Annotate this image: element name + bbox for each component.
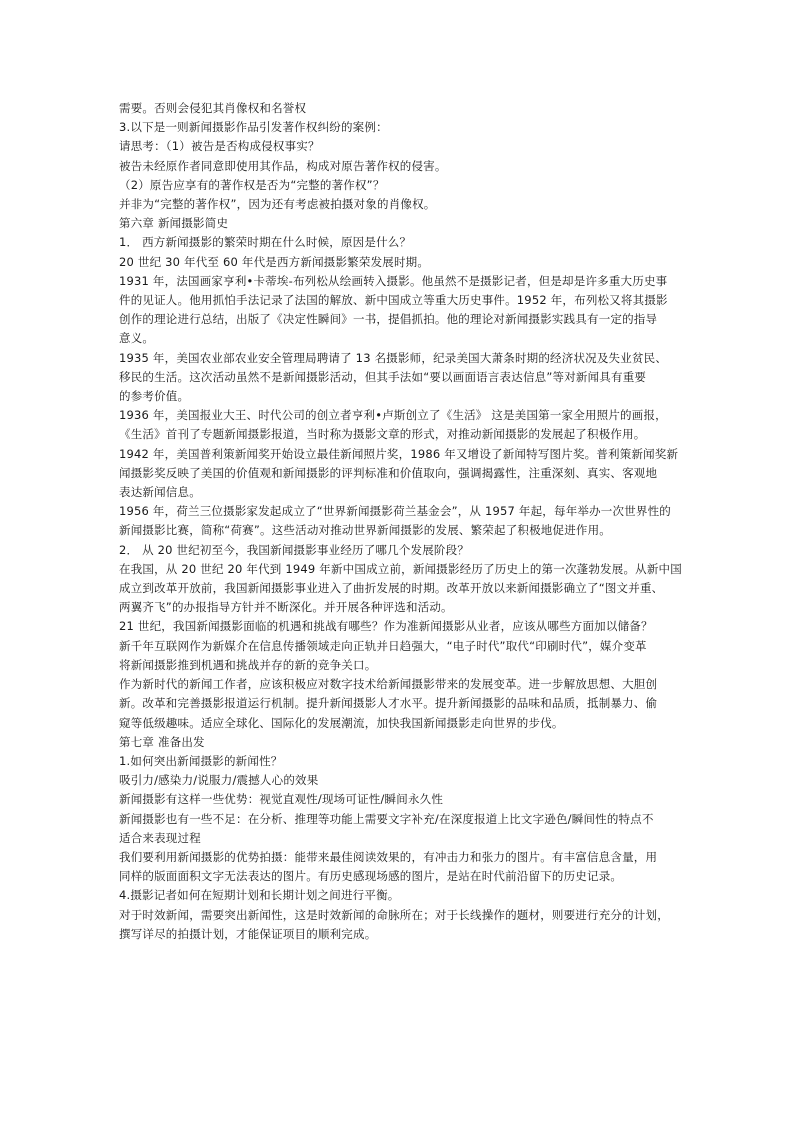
text-line: 作为新时代的新闻工作者，应该积极应对数字技术给新闻摄影带来的发展变革。进一步解放思想、大胆创 bbox=[119, 677, 658, 692]
text-line: 21 世纪，我国新闻摄影面临的机遇和挑战有哪些？作为准新闻摄影从业者，应该从哪些方面加以储备？ bbox=[119, 619, 653, 634]
text-line: （2）原告应享有的著作权是否为“完整的著作权”？ bbox=[119, 177, 385, 192]
text-line: 第七章 准备出发 bbox=[119, 734, 205, 749]
text-line: 3.以下是一则新闻摄影作品引发著作权纠纷的案例： bbox=[119, 120, 388, 135]
text-line: 我们要利用新闻摄影的优势拍摄：能带来最佳阅读效果的，有冲击力和张力的图片。有丰富信息含量，用 bbox=[119, 849, 658, 864]
text-line: 对于时效新闻，需要突出新闻性，这是时效新闻的命脉所在；对于长线操作的题材，则要进行充分的计划， bbox=[119, 907, 669, 922]
text-line: 移民的生活。这次活动虽然不是新闻摄影活动，但其手法如“要以画面语言表达信息”等对新闻具有重要 bbox=[119, 369, 647, 384]
text-line: 并非为“完整的著作权”，因为还有考虑被拍摄对象的肖像权。 bbox=[119, 197, 436, 212]
text-line: 1.如何突出新闻摄影的新闻性？ bbox=[119, 753, 283, 768]
text-line: 撰写详尽的拍摄计划，才能保证项目的顺利完成。 bbox=[119, 926, 377, 941]
text-line: 件的见证人。他用抓怕手法记录了法国的解放、新中国成立等重大历史事件。1952 年，布列松又将其摄影 bbox=[119, 293, 668, 308]
text-line: 成立到改革开放前，我国新闻摄影事业进入了曲折发展的时期。改革开放以来新闻摄影确立了“图文并重、 bbox=[119, 581, 664, 596]
text-line: 1931 年，法国画家亨利•卡蒂埃-布列松从绘画转入摄影。他虽然不是摄影记者，但是却是许多重大历史事 bbox=[119, 273, 668, 288]
text-line: 在我国，从 20 世纪 20 年代到 1949 年新中国成立前，新闻摄影经历了历史上的第一次蓬勃发展。从新中国 bbox=[119, 561, 682, 576]
text-line: 1． 西方新闻摄影的繁荣时期在什么时候，原因是什么？ bbox=[119, 235, 412, 250]
text-line: 请思考：（1）被告是否构成侵权事实？ bbox=[119, 139, 320, 154]
text-line: 适合来表现过程 bbox=[119, 830, 201, 845]
text-line: 新。改革和完善摄影报道运行机制。提升新闻摄影人才水平。提升新闻摄影的品味和品质，抵制暴力、偷 bbox=[119, 696, 658, 711]
text-line: 1936 年，美国报业大王、时代公司的创立者亨利•卢斯创立了《生活》 这是美国第一家全用照片的画报， bbox=[119, 408, 667, 423]
text-line: 4.摄影记者如何在短期计划和长期计划之间进行平衡。 bbox=[119, 888, 400, 903]
text-line: 意义。 bbox=[119, 331, 155, 346]
text-line: 表达新闻信息。 bbox=[119, 485, 201, 500]
document-body bbox=[119, 99, 681, 944]
text-line: 两翼齐飞”的办报指导方针并不断深化。并开展各种评选和活动。 bbox=[119, 600, 453, 615]
text-line: 《生活》首刊了专题新闻摄影报道，当时称为摄影文章的形式，对推动新闻摄影的发展起了积极作用。 bbox=[119, 427, 646, 442]
text-line: 需要。否则会侵犯其肖像权和名誉权 bbox=[119, 101, 307, 115]
text-line: 创作的理论进行总结，出版了《决定性瞬间》一书，提倡抓拍。他的理论对新闻摄影实践具有一定的指导 bbox=[119, 312, 658, 327]
text-line: 被告未经原作者同意即使用其作品，构成对原告著作权的侵害。 bbox=[119, 158, 447, 173]
text-line: 吸引力/感染力/说服力/震撼人心的效果 bbox=[119, 773, 319, 788]
text-line: 新闻摄影有这样一些优势：视觉直观性/现场可证性/瞬间永久性 bbox=[119, 792, 444, 807]
text-line: 闻摄影奖反映了美国的价值观和新闻摄影的评判标准和价值取向，强调揭露性，注重深刻、真实、客观地 bbox=[119, 465, 658, 480]
text-line: 2． 从 20 世纪初至今，我国新闻摄影事业经历了哪几个发展阶段？ bbox=[119, 542, 470, 557]
text-line: 窥等低级趣味。适应全球化、国际化的发展潮流，加快我国新闻摄影走向世界的步伐。 bbox=[119, 715, 564, 730]
text-line: 新千年互联网作为新媒介在信息传播领域走向正轨并日趋强大，“电子时代”取代“印刷时代”，媒介变革 bbox=[119, 638, 647, 653]
text-line: 新闻摄影比赛，简称“荷赛”。这些活动对推动世界新闻摄影的发展、繁荣起了积极地促进作用。 bbox=[119, 523, 612, 538]
text-line: 1942 年，美国普利策新闻奖开始设立最佳新闻照片奖，1986 年又增设了新闻特写图片奖。普利策新闻奖新 bbox=[119, 446, 679, 461]
text-line: 20 世纪 30 年代至 60 年代是西方新闻摄影繁荣发展时期。 bbox=[119, 254, 430, 269]
text-line: 1956 年，荷兰三位摄影家发起成立了“世界新闻摄影荷兰基金会”，从 1957 年起，每年举办一次世界性的 bbox=[119, 504, 672, 519]
text-line: 同样的版面面积文字无法表达的图片。有历史感现场感的图片，是站在时代前沿留下的历史记录。 bbox=[119, 869, 623, 884]
text-line: 新闻摄影也有一些不足：在分析、推理等功能上需要文字补充/在深度报道上比文字逊色/瞬间性的特点不 bbox=[119, 811, 654, 826]
text-line: 的参考价值。 bbox=[119, 389, 190, 404]
text-line: 将新闻摄影推到机遇和挑战并存的新的竞争关口。 bbox=[119, 657, 377, 672]
text-line: 1935 年，美国农业部农业安全管理局聘请了 13 名摄影师，纪录美国大萧条时期的经济状况及失业贫民、 bbox=[119, 350, 668, 365]
text-line: 第六章 新闻摄影简史 bbox=[119, 216, 229, 231]
